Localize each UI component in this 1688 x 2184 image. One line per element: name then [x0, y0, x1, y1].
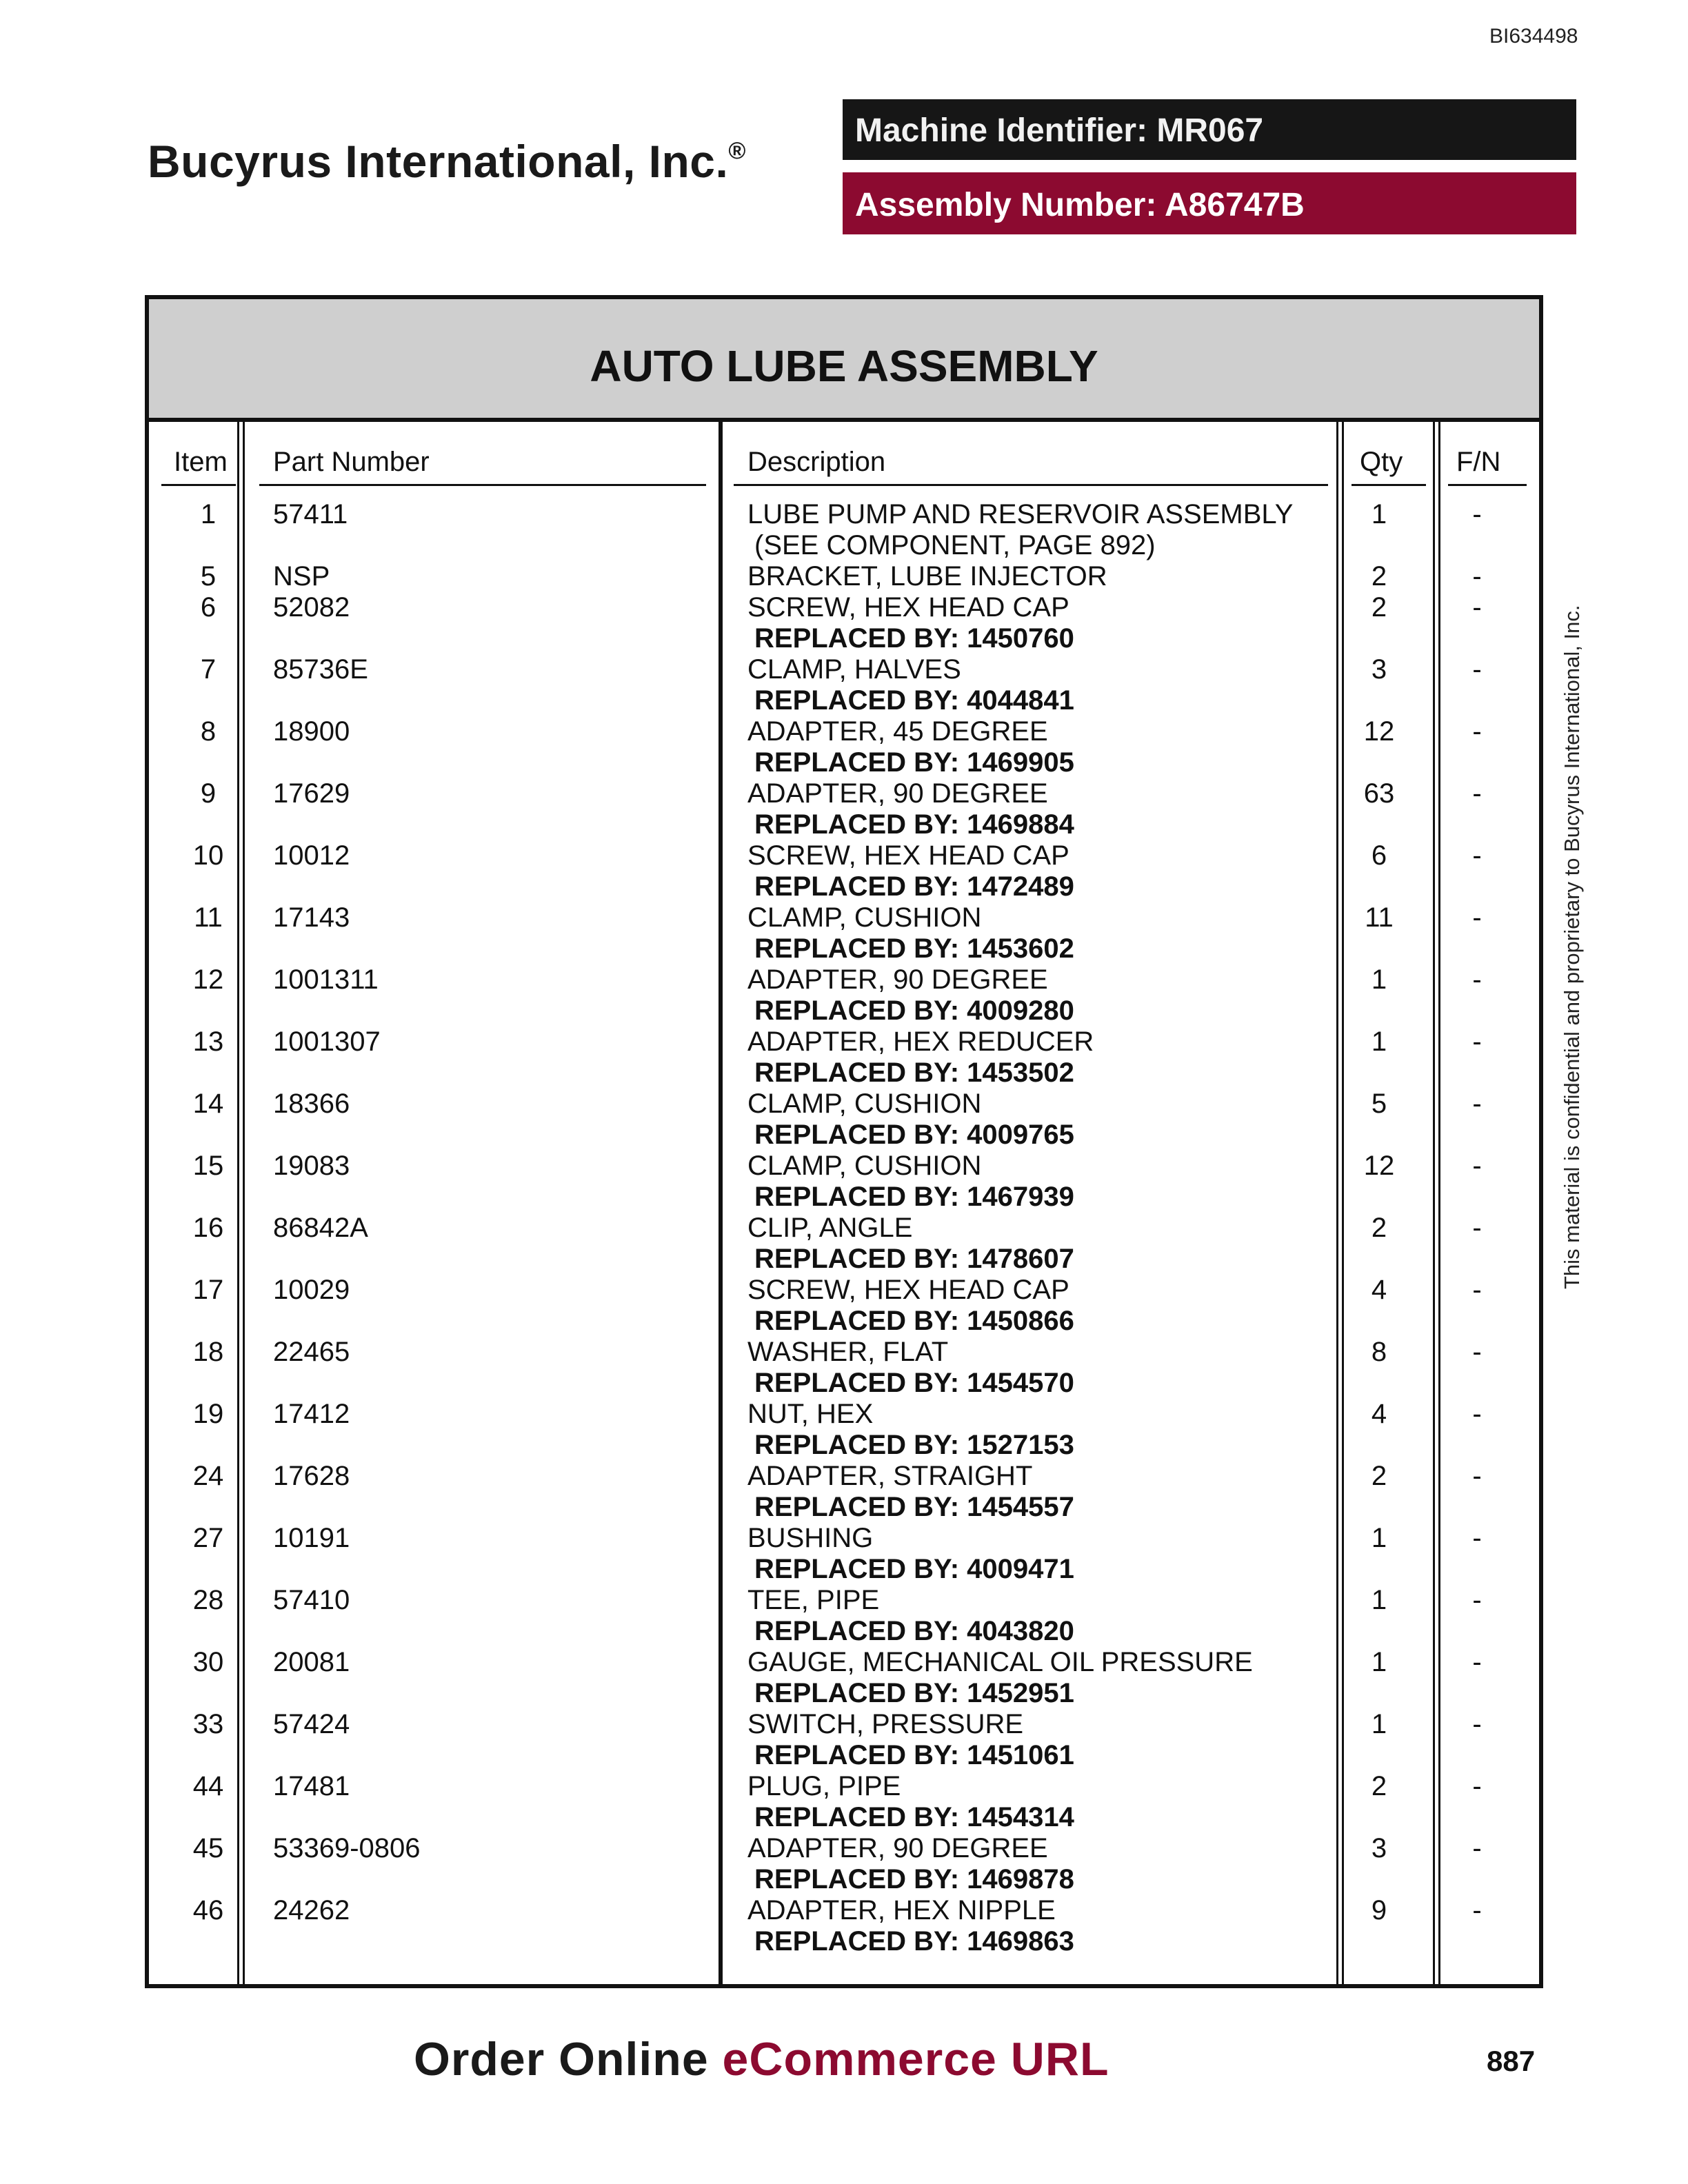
part-number: 17143 — [273, 902, 350, 933]
description-cell — [747, 1399, 1074, 1461]
quantity: 1 — [1371, 1709, 1387, 1739]
fn-value: - — [1472, 499, 1482, 529]
part-number: 22465 — [273, 1337, 350, 1367]
description-cell — [747, 1089, 1074, 1151]
description-cell — [747, 1585, 1074, 1647]
part-number: 85736E — [273, 654, 368, 685]
description-cell — [747, 1213, 1074, 1275]
column-header-part-number: Part Number — [273, 447, 430, 477]
item-number: 28 — [192, 1585, 224, 1615]
fn-value: - — [1472, 1213, 1482, 1243]
replaced-by: REPLACED BY: 1467939 — [754, 1182, 1074, 1212]
part-number: 17412 — [273, 1399, 350, 1429]
part-number: 20081 — [273, 1647, 350, 1677]
quantity: 4 — [1371, 1399, 1387, 1429]
description: SCREW, HEX HEAD CAP — [747, 1275, 1069, 1305]
part-number: 57410 — [273, 1585, 350, 1615]
item-number: 10 — [192, 840, 224, 871]
part-number: 18366 — [273, 1089, 350, 1119]
fn-value: - — [1472, 1151, 1482, 1181]
quantity: 1 — [1371, 1647, 1387, 1677]
item-number: 33 — [192, 1709, 224, 1739]
part-number: 1001311 — [273, 964, 379, 995]
item-number: 11 — [194, 902, 223, 933]
description-cell — [747, 964, 1074, 1027]
part-number: 17628 — [273, 1461, 350, 1491]
item-number: 45 — [192, 1833, 224, 1863]
header-underline — [259, 484, 706, 486]
column-divider — [719, 422, 723, 1984]
description-cell — [747, 716, 1074, 778]
quantity: 1 — [1371, 499, 1387, 529]
description-cell — [747, 654, 1074, 716]
item-number: 46 — [192, 1895, 224, 1925]
item-number: 12 — [192, 964, 224, 995]
fn-value: - — [1472, 1027, 1482, 1057]
column-divider — [1438, 422, 1440, 1984]
replaced-by: REPLACED BY: 1453602 — [754, 933, 1074, 964]
company-name-text: Bucyrus International, Inc. — [148, 136, 729, 187]
description: ADAPTER, STRAIGHT — [747, 1461, 1033, 1491]
part-number: 53369-0806 — [273, 1833, 421, 1863]
replaced-by: REPLACED BY: 1453502 — [754, 1058, 1074, 1088]
description: ADAPTER, 45 DEGREE — [747, 716, 1048, 747]
replaced-by: REPLACED BY: 4043820 — [754, 1616, 1074, 1646]
order-online-banner — [414, 2032, 1109, 2086]
description-cell — [747, 1771, 1074, 1833]
replaced-by: REPLACED BY: 1454557 — [754, 1492, 1074, 1522]
item-number: 14 — [192, 1089, 224, 1119]
column-header-description: Description — [747, 447, 886, 477]
description-cell — [747, 778, 1074, 840]
fn-value: - — [1472, 1523, 1482, 1553]
assembly-number: Assembly Number: A86747B — [843, 172, 1576, 234]
order-online-text: Order Online — [414, 2033, 723, 2085]
part-number: 57411 — [273, 499, 348, 529]
part-number: 17629 — [273, 778, 350, 809]
quantity: 2 — [1371, 1213, 1387, 1243]
quantity: 6 — [1371, 840, 1387, 871]
description: SCREW, HEX HEAD CAP — [747, 840, 1069, 871]
header-underline — [1448, 484, 1527, 486]
part-number: 1001307 — [273, 1027, 381, 1057]
part-number: 10029 — [273, 1275, 350, 1305]
item-number: 17 — [192, 1275, 224, 1305]
column-divider — [1342, 422, 1344, 1984]
part-number: 86842A — [273, 1213, 368, 1243]
column-divider — [1433, 422, 1435, 1984]
description: GAUGE, MECHANICAL OIL PRESSURE — [747, 1647, 1253, 1677]
item-number: 1 — [200, 499, 217, 529]
description-cell — [747, 840, 1074, 902]
item-number: 13 — [192, 1027, 224, 1057]
fn-value: - — [1472, 1833, 1482, 1863]
description-cell — [747, 1709, 1074, 1771]
description: ADAPTER, 90 DEGREE — [747, 964, 1048, 995]
description: CLAMP, HALVES — [747, 654, 961, 685]
fn-value: - — [1472, 840, 1482, 871]
quantity: 1 — [1371, 1027, 1387, 1057]
fn-value: - — [1472, 1709, 1482, 1739]
replaced-by: REPLACED BY: 1450866 — [754, 1306, 1074, 1336]
description: WASHER, FLAT — [747, 1337, 949, 1367]
description-note: (SEE COMPONENT, PAGE 892) — [754, 530, 1156, 560]
item-number: 44 — [192, 1771, 224, 1801]
description: ADAPTER, 90 DEGREE — [747, 1833, 1048, 1863]
replaced-by: REPLACED BY: 1472489 — [754, 871, 1074, 902]
replaced-by: REPLACED BY: 1469863 — [754, 1926, 1074, 1957]
column-header-qty: Qty — [1360, 447, 1403, 477]
column-header-fn: F/N — [1456, 447, 1501, 477]
description-cell — [747, 1461, 1074, 1523]
item-number: 5 — [200, 561, 217, 592]
quantity: 12 — [1363, 716, 1395, 747]
part-number: NSP — [273, 561, 330, 592]
description: CLAMP, CUSHION — [747, 902, 982, 933]
fn-value: - — [1472, 654, 1482, 685]
description: ADAPTER, HEX NIPPLE — [747, 1895, 1056, 1925]
item-number: 27 — [192, 1523, 224, 1553]
fn-value: - — [1472, 1089, 1482, 1119]
column-divider — [1336, 422, 1338, 1984]
item-number: 9 — [200, 778, 217, 809]
replaced-by: REPLACED BY: 1454570 — [754, 1368, 1074, 1398]
replaced-by: REPLACED BY: 1469905 — [754, 747, 1074, 778]
registered-mark: ® — [728, 138, 746, 164]
part-number: 10012 — [273, 840, 350, 871]
item-number: 8 — [200, 716, 217, 747]
quantity: 2 — [1371, 592, 1387, 623]
description-cell — [747, 1275, 1074, 1337]
part-number: 57424 — [273, 1709, 350, 1739]
replaced-by: REPLACED BY: 1454314 — [754, 1802, 1074, 1832]
replaced-by: REPLACED BY: 4044841 — [754, 685, 1074, 716]
description-cell — [747, 1647, 1253, 1709]
description: TEE, PIPE — [747, 1585, 880, 1615]
fn-value: - — [1472, 1399, 1482, 1429]
description-cell — [747, 1895, 1074, 1957]
header-underline — [1352, 484, 1426, 486]
item-number: 6 — [200, 592, 217, 623]
replaced-by: REPLACED BY: 1469878 — [754, 1864, 1074, 1894]
description-cell — [747, 1151, 1074, 1213]
description-cell — [747, 1337, 1074, 1399]
part-number: 17481 — [273, 1771, 350, 1801]
ecommerce-link[interactable]: eCommerce URL — [722, 2033, 1109, 2085]
quantity: 3 — [1371, 1833, 1387, 1863]
part-number: 52082 — [273, 592, 350, 623]
part-number: 18900 — [273, 716, 350, 747]
quantity: 2 — [1371, 1771, 1387, 1801]
fn-value: - — [1472, 1337, 1482, 1367]
replaced-by: REPLACED BY: 4009471 — [754, 1554, 1074, 1584]
replaced-by: REPLACED BY: 4009280 — [754, 995, 1074, 1026]
item-number: 16 — [192, 1213, 224, 1243]
part-number: 10191 — [273, 1523, 350, 1553]
document-id: BI634498 — [1489, 25, 1578, 48]
description-cell — [747, 902, 1074, 964]
item-number: 18 — [192, 1337, 224, 1367]
fn-value: - — [1472, 592, 1482, 623]
description: SCREW, HEX HEAD CAP — [747, 592, 1069, 623]
quantity: 1 — [1371, 1523, 1387, 1553]
item-number: 15 — [192, 1151, 224, 1181]
item-number: 7 — [200, 654, 217, 685]
description: ADAPTER, 90 DEGREE — [747, 778, 1048, 809]
description: CLAMP, CUSHION — [747, 1089, 982, 1119]
fn-value: - — [1472, 1461, 1482, 1491]
part-number: 24262 — [273, 1895, 350, 1925]
quantity: 2 — [1371, 1461, 1387, 1491]
quantity: 12 — [1363, 1151, 1395, 1181]
quantity: 1 — [1371, 964, 1387, 995]
fn-value: - — [1472, 902, 1482, 933]
quantity: 2 — [1371, 561, 1387, 592]
replaced-by: REPLACED BY: 1450760 — [754, 623, 1074, 654]
header-underline — [734, 484, 1328, 486]
description: LUBE PUMP AND RESERVOIR ASSEMBLY — [747, 499, 1294, 529]
part-number: 19083 — [273, 1151, 350, 1181]
parts-table — [145, 295, 1543, 1988]
description: ADAPTER, HEX REDUCER — [747, 1027, 1094, 1057]
quantity: 9 — [1371, 1895, 1387, 1925]
quantity: 4 — [1371, 1275, 1387, 1305]
quantity: 3 — [1371, 654, 1387, 685]
item-number: 30 — [192, 1647, 224, 1677]
fn-value: - — [1472, 1275, 1482, 1305]
description-cell — [747, 499, 1293, 561]
fn-value: - — [1472, 561, 1482, 592]
fn-value: - — [1472, 964, 1482, 995]
item-number: 24 — [192, 1461, 224, 1491]
page-number: 887 — [1487, 2045, 1536, 2077]
quantity: 11 — [1365, 902, 1394, 933]
fn-value: - — [1472, 1647, 1482, 1677]
replaced-by: REPLACED BY: 1469884 — [754, 809, 1074, 840]
column-header-item: Item — [174, 447, 228, 477]
confidentiality-notice: This material is confidential and proprietary to Bucyrus International, Inc. — [1560, 605, 1584, 1289]
description-cell — [747, 1027, 1094, 1089]
table-title: AUTO LUBE ASSEMBLY — [590, 341, 1098, 391]
fn-value: - — [1472, 778, 1482, 809]
description: CLIP, ANGLE — [747, 1213, 913, 1243]
description-cell — [747, 561, 1107, 592]
fn-value: - — [1472, 716, 1482, 747]
company-name — [148, 135, 746, 188]
description: BUSHING — [747, 1523, 874, 1553]
description: PLUG, PIPE — [747, 1771, 901, 1801]
fn-value: - — [1472, 1895, 1482, 1925]
replaced-by: REPLACED BY: 4009765 — [754, 1120, 1074, 1150]
table-title-band — [149, 299, 1539, 422]
replaced-by: REPLACED BY: 1527153 — [754, 1430, 1074, 1460]
description-cell — [747, 592, 1074, 654]
description: SWITCH, PRESSURE — [747, 1709, 1024, 1739]
description: CLAMP, CUSHION — [747, 1151, 982, 1181]
item-number: 19 — [192, 1399, 224, 1429]
quantity: 1 — [1371, 1585, 1387, 1615]
sidebar-rule — [1539, 827, 1542, 1310]
quantity: 5 — [1371, 1089, 1387, 1119]
description-cell — [747, 1833, 1074, 1895]
description: BRACKET, LUBE INJECTOR — [747, 561, 1107, 592]
header-underline — [161, 484, 236, 486]
replaced-by: REPLACED BY: 1452951 — [754, 1678, 1074, 1708]
quantity: 8 — [1371, 1337, 1387, 1367]
description: NUT, HEX — [747, 1399, 874, 1429]
replaced-by: REPLACED BY: 1451061 — [754, 1740, 1074, 1770]
fn-value: - — [1472, 1585, 1482, 1615]
replaced-by: REPLACED BY: 1478607 — [754, 1244, 1074, 1274]
fn-value: - — [1472, 1771, 1482, 1801]
description-cell — [747, 1523, 1074, 1585]
machine-identifier: Machine Identifier: MR067 — [843, 99, 1576, 160]
quantity: 63 — [1363, 778, 1395, 809]
